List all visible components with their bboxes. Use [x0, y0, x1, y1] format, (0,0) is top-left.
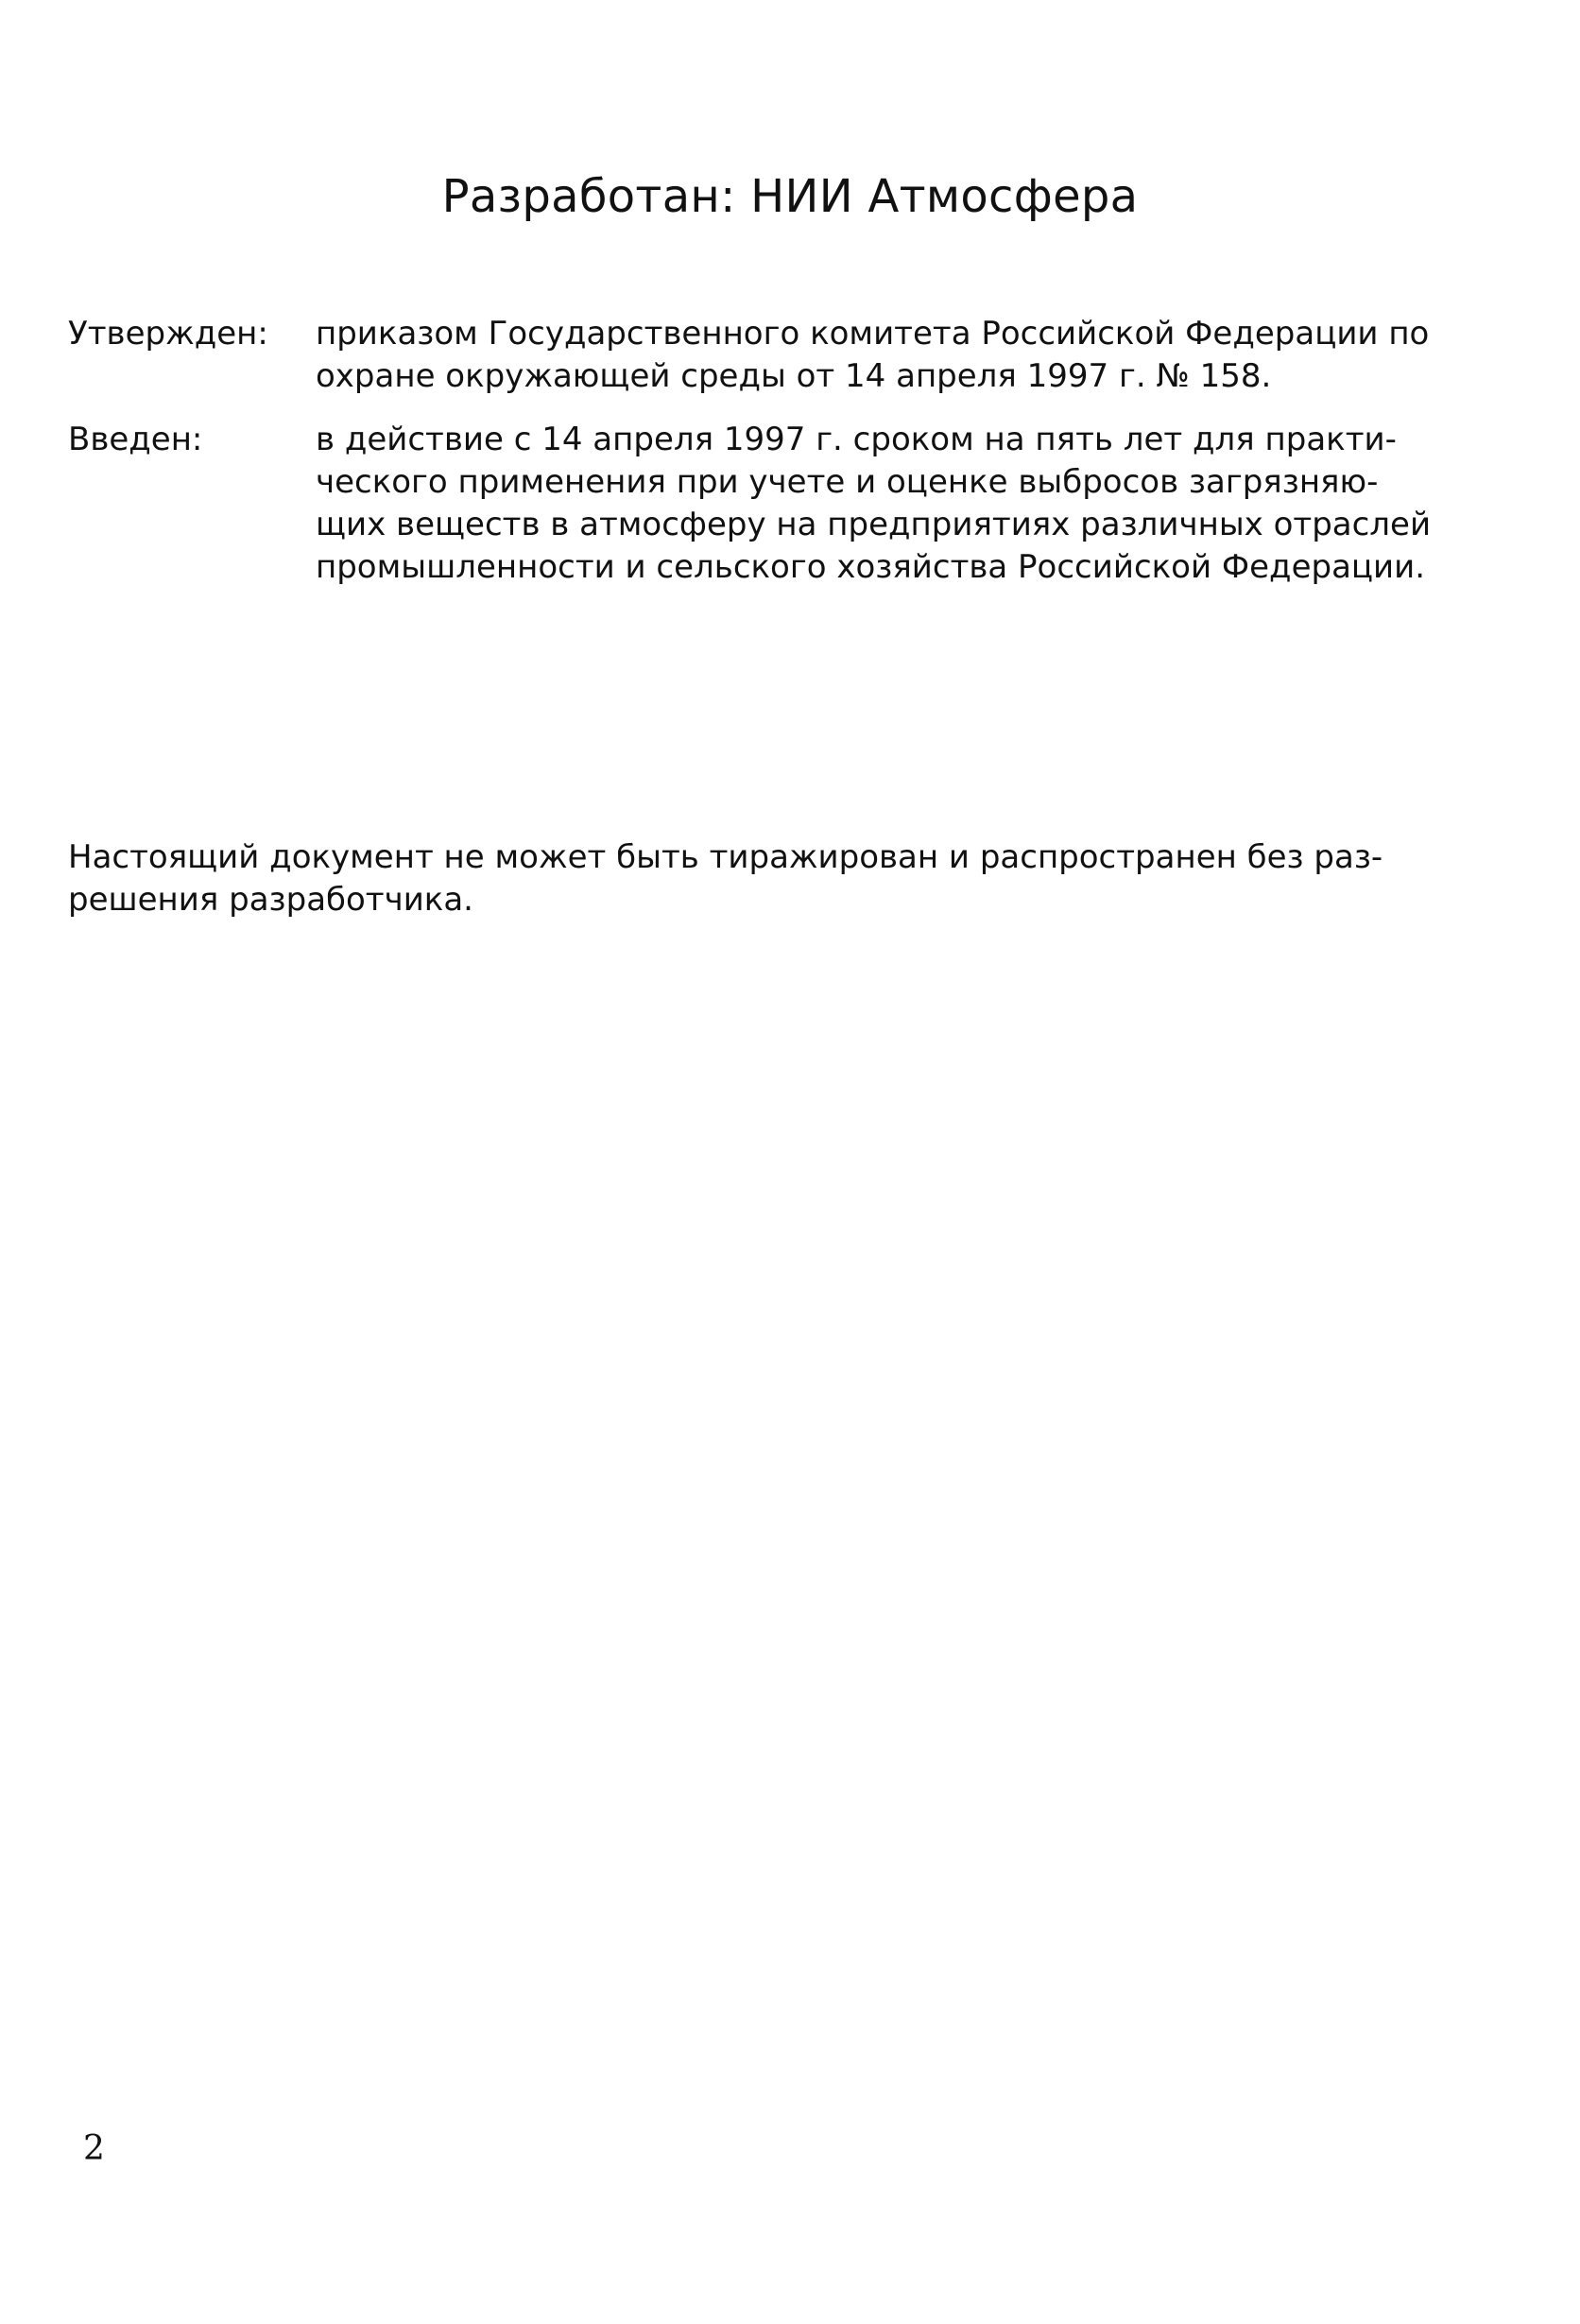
introduced-text-line: ческого применения при учете и оценке выбросов загрязняю-	[316, 463, 1379, 501]
introduced-text	[316, 419, 1432, 589]
page-number: 2	[83, 2129, 105, 2168]
introduced-text-line: в действие с 14 апреля 1997 г. сроком на пять лет для практи-	[316, 421, 1397, 458]
introduced-label: Введен:	[68, 421, 203, 458]
approved-text-line: охране окружающей среды от 14 апреля 1997 г. № 158.	[316, 357, 1272, 395]
approved-label: Утвержден:	[68, 315, 268, 353]
notice-line: решения разработчика.	[68, 881, 473, 919]
approved-text	[316, 313, 1430, 398]
copyright-notice	[68, 836, 1383, 921]
approved-text-line: приказом Государственного комитета Российской Федерации по	[316, 315, 1430, 353]
introduced-text-line: щих веществ в атмосферу на предприятиях различных отраслей	[316, 506, 1432, 543]
notice-line: Настоящий документ не может быть тиражирован и распространен без раз-	[68, 838, 1383, 876]
introduced-text-line: промышленности и сельского хозяйства Российской Федерации.	[316, 548, 1426, 586]
page-title: Разработан: НИИ Атмосфера	[441, 170, 1139, 223]
